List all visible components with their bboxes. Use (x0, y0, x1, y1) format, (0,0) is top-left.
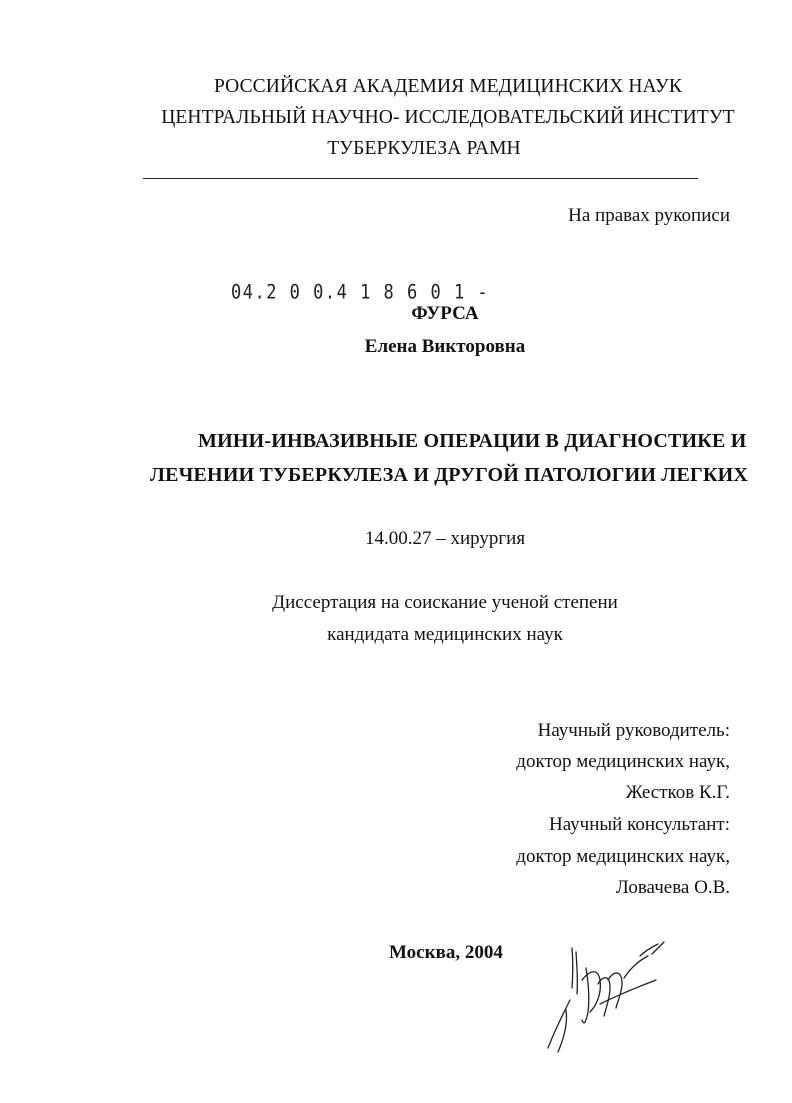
advisor-label: Научный руководитель: (537, 720, 730, 741)
signature-icon (540, 940, 670, 1060)
consultant-label: Научный консультант: (548, 814, 730, 835)
header-divider (143, 178, 698, 179)
degree-line-2: кандидата медицинских наук (327, 624, 563, 645)
title-line-2: ЛЕЧЕНИИ ТУБЕРКУЛЕЗА И ДРУГОЙ ПАТОЛОГИИ ЛЕГКИХ (150, 464, 749, 486)
degree-line-1: Диссертация на соискание ученой степени (272, 592, 618, 613)
consultant-name: Ловачева О.В. (615, 877, 730, 898)
author-surname: ФУРСА (411, 303, 479, 324)
institution-line-2: ЦЕНТРАЛЬНЫЙ НАУЧНО- ИССЛЕДОВАТЕЛЬСКИЙ ИНСТИТУТ (161, 107, 735, 128)
advisor-name: Жестков К.Г. (625, 782, 730, 803)
author-given-names: Елена Викторовна (364, 336, 526, 357)
institution-line-3: ТУБЕРКУЛЕЗА РАМН (327, 138, 521, 159)
specialty-code: 14.00.27 – хирургия (364, 528, 526, 549)
manuscript-note: На правах рукописи (568, 205, 730, 226)
registration-stamp: 04.2 0 0.4 1 8 6 0 1 - (231, 281, 490, 304)
consultant-degree: доктор медицинских наук, (516, 846, 730, 867)
title-line-1: МИНИ-ИНВАЗИВНЫЕ ОПЕРАЦИИ В ДИАГНОСТИКЕ И (198, 430, 747, 452)
advisor-degree: доктор медицинских наук, (516, 751, 730, 772)
institution-line-1: РОССИЙСКАЯ АКАДЕМИЯ МЕДИЦИНСКИХ НАУК (213, 76, 683, 97)
place-year: Москва, 2004 (389, 942, 503, 963)
